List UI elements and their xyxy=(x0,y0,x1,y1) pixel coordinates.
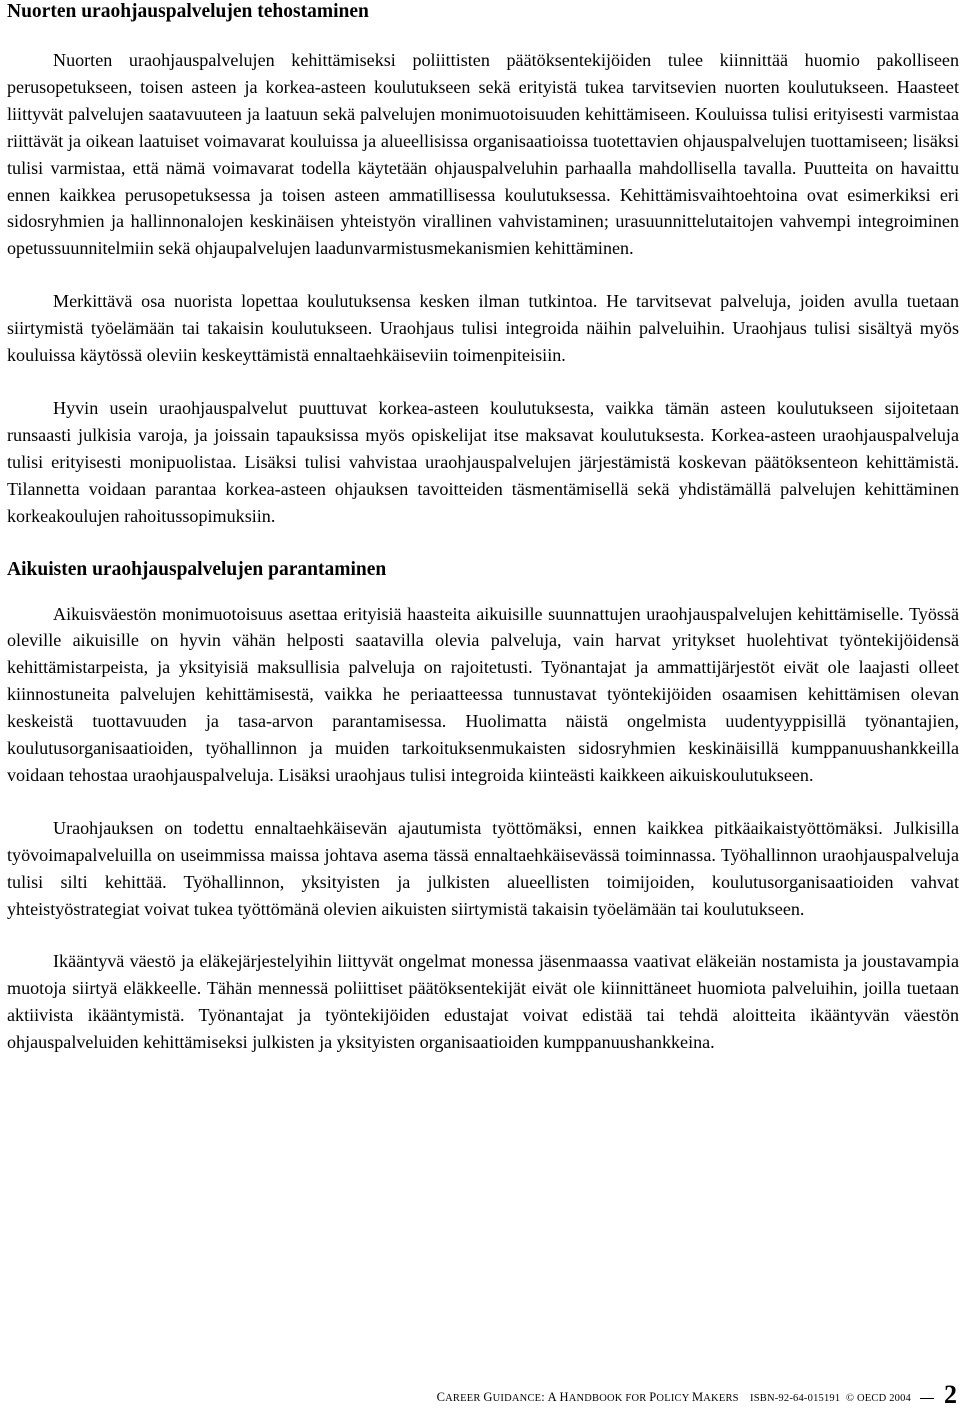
footer-title xyxy=(436,1390,739,1404)
footer-copyright: © OECD 2004 xyxy=(845,1393,911,1404)
footer-title-part: OLICY xyxy=(656,1393,692,1404)
paragraph: Ikääntyvä väestö ja eläkejärjestelyihin liittyvät ongelmat monessa jäsenmaassa vaativat eläkeiän nostamista ja joustavampia muotoja siirtyä eläkkeelle. Tähän mennessä poliittiset päätöksentekijät eivät ole kiinnittäneet huomiota palveluihin, joilla tuetaan aktiivista ikääntymistä. Työnantajat ja työntekijöiden edustajat voivat edistää tai tehdä aloitteita ikääntyvän väestön ohjauspalveluiden kehittämiseksi julkisten ja yksityisten organisaatioiden kumppanuushankkeina. xyxy=(7,951,959,1053)
footer-isbn: ISBN-92-64-015191 xyxy=(750,1393,841,1404)
footer-title-part: AKERS xyxy=(703,1393,739,1404)
page-number: 2 xyxy=(944,1380,957,1409)
paragraph: Aikuisväestön monimuotoisuus asettaa erityisiä haasteita aikuisille suunnattujen uraohjauspalvelujen kehittämiselle. Työssä oleville aikuisille on hyvin vähän helposti saatavilla olevia palveluja, vain harvat yritykset huolehtivat työntekijöidensä kehittämistarpeista, ja yksityisiä maksullisia palveluja on rajoitetusti. Työnantajat ja ammattijärjestöt eivät ole laajasti olleet kiinnostuneita palvelujen kehittämisestä, vaikka he periaatteessa tunnustavat työntekijöiden osaamisen kehittämisen olevan keskeistä tuottavuuden ja tasa-arvon parantamisessa. Huolimatta näistä ongelmista uudentyyppisillä työnantajien, koulutusorganisaatioiden, työhallinnon ja muiden tarkoituksenmukaisten sidosryhmien keskinäisillä kumppanuushankkeilla voidaan tehostaa uraohjauspalveluja. Lisäksi uraohjaus tulisi integroida kiinteästi kaikkeen aikuiskoulutukseen. xyxy=(7,603,959,785)
footer-title-part: AREER xyxy=(445,1393,484,1404)
footer-title-part: M xyxy=(691,1390,704,1404)
footer-title-part: : A xyxy=(541,1390,560,1404)
footer-title-part: G xyxy=(483,1390,493,1404)
section-heading-adults: Aikuisten uraohjauspalvelujen parantaminen xyxy=(7,558,387,580)
document-page xyxy=(7,0,959,1056)
footer-title-part: H xyxy=(559,1390,569,1404)
footer-title-part: ANDBOOK FOR xyxy=(568,1393,650,1404)
footer-rule xyxy=(920,1398,934,1399)
footer-title-part: P xyxy=(649,1390,657,1404)
section-heading-youth: Nuorten uraohjauspalvelujen tehostaminen xyxy=(7,1,369,22)
footer-title-part: UIDANCE xyxy=(492,1393,542,1404)
footer-title-part: C xyxy=(436,1390,446,1404)
paragraph: Merkittävä osa nuorista lopettaa koulutuksensa kesken ilman tutkintoa. He tarvitsevat palveluja, joiden avulla tuetaan siirtymistä työelämään tai takaisin koulutukseen. Uraohjaus tulisi integroida näihin palveluihin. Uraohjaus tulisi sisältyä myös kouluissa käytössä oleviin keskeyttämistä ennaltaehkäiseviin toimenpiteisiin. xyxy=(7,291,959,366)
paragraph: Nuorten uraohjauspalvelujen kehittämiseksi poliittisten päätöksentekijöiden tulee kiinnittää huomio pakolliseen perusopetukseen, toisen asteen ja korkea-asteen koulutukseen sekä erityistä tukea tarvitsevien nuorten koulutukseen. Haasteet liittyvät palvelujen saatavuuteen ja laatuun sekä palvelujen monimuotoisuuden kehittämiseen. Kouluissa tulisi erityisesti varmistaa riittävät ja oikean laatuiset voimavarat kouluissa ja alueellisissa organisaatioissa tuotettavien ohjauspalvelujen tuottamiseen; lisäksi tulisi varmistaa, että nämä voimavarat todella käytetään ohjauspalveluhin parhaalla mahdollisella tavalla. Puutteita on havaittu ennen kaikkea perusopetuksessa ja toisen asteen ammatillisessa koulutuksessa. Kehittämisvaihtoehtoina ovat esimerkiksi eri sidosryhmien ja hallinnonalojen keskinäisen yhteistyön virallinen vahvistaminen; urasuunnittelutaitojen vahvempi integroiminen opetussuunnitelmiin sekä ohjaupalvelujen laadunvarmistusmekanismien kehittäminen. xyxy=(7,50,959,259)
paragraph: Hyvin usein uraohjauspalvelut puuttuvat korkea-asteen koulutuksesta, vaikka tämän asteen koulutukseen sijoitetaan runsaasti julkisia varoja, ja joissain tapauksissa myös opiskelijat itse maksavat koulutuksesta. Korkea-asteen uraohjauspalveluja tulisi erityisesti monipuolistaa. Lisäksi tulisi vahvistaa uraohjauspalvelujen järjestämistä koskevan päätöksenteon kehittämistä. Tilannetta voidaan parantaa korkea-asteen ohjauksen tavoitteiden täsmentämisellä sekä yhdistämällä palvelujen kehittäminen korkeakoulujen rahoitussopimuksiin. xyxy=(7,397,959,526)
paragraph: Uraohjauksen on todettu ennaltaehkäisevän ajautumista työttömäksi, ennen kaikkea pitkäaikaistyöttömäksi. Julkisilla työvoimapalveluilla on useimmissa maissa johtava asema tässä ennaltaehkäisevässä toiminnassa. Työhallinnon uraohjauspalveluja tulisi silti kehittää. Työhallinnon, yksityisten ja julkisten alueellisten toimijoiden, koulutusorganisaatioiden vahvat yhteistyöstrategiat voivat tukea työttömänä olevien aikuisten siirtymistä takaisin työelämään tai koulutukseen. xyxy=(7,817,959,919)
footer-text xyxy=(437,1390,911,1405)
page-footer xyxy=(0,1380,960,1409)
